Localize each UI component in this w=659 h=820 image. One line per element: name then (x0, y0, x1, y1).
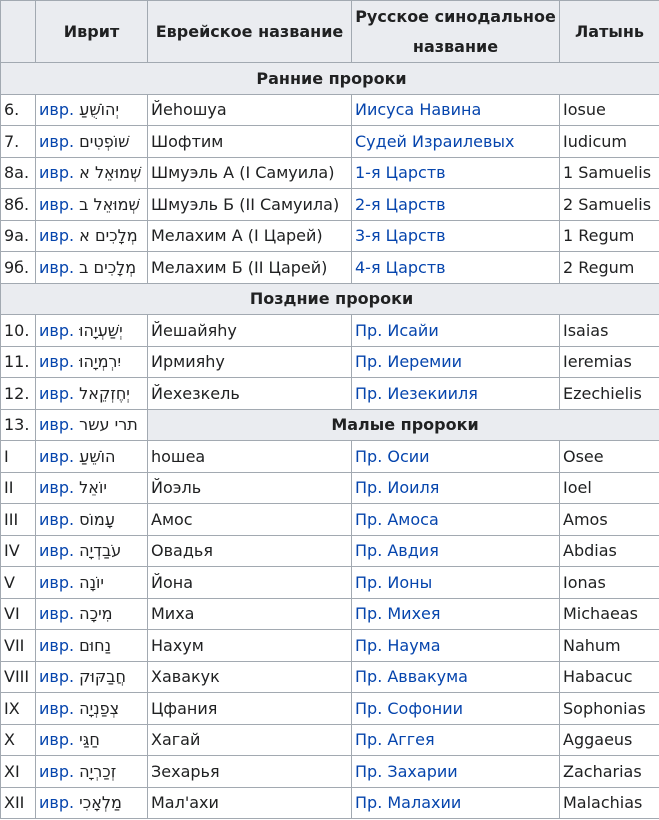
hebrew-text: הוֹשֵׁעַ (79, 446, 116, 466)
russian-name-link[interactable]: Пр. Авдия (355, 541, 439, 561)
hebrew-name: Мелахим Б (II Царей) (148, 252, 352, 284)
russian-name-cell (352, 535, 560, 567)
hebrew-text: עָמוֹס (79, 509, 115, 529)
hebrew-text: זְכַרְיָה (79, 761, 117, 781)
hebrew-cell (36, 252, 148, 284)
hebrew-name: Йоэль (148, 472, 352, 504)
latin-name: Amos (560, 504, 659, 536)
russian-name-link[interactable]: Пр. Аввакума (355, 667, 468, 687)
russian-name-link[interactable]: Пр. Малахии (355, 793, 462, 813)
latin-name: Aggaeus (560, 724, 659, 756)
row-number: 7. (1, 126, 36, 158)
latin-name: Ioel (560, 472, 659, 504)
hebrew-name: Амос (148, 504, 352, 536)
row-number: 12. (1, 378, 36, 410)
latin-name: Abdias (560, 535, 659, 567)
hebrew-cell (36, 441, 148, 473)
hebrew-text: שְׁמוּאֵל ב (79, 194, 140, 214)
hebrew-text: חַגַּי (79, 730, 100, 750)
russian-name-link[interactable]: Пр. Михея (355, 604, 441, 624)
row-number: 9б. (1, 252, 36, 284)
table-row (1, 378, 659, 410)
russian-name-cell (352, 567, 560, 599)
lang-link[interactable]: ивр. (39, 320, 75, 340)
hebrew-cell (36, 598, 148, 630)
russian-name-link[interactable]: Судей Израилевых (355, 131, 515, 151)
header-num (1, 1, 36, 63)
hebrew-name: Йехезкель (148, 378, 352, 410)
russian-name-link[interactable]: Пр. Иоиля (355, 478, 440, 498)
hebrew-name: Овадья (148, 535, 352, 567)
hebrew-cell (36, 724, 148, 756)
latin-name: Ieremias (560, 346, 659, 378)
hebrew-text: יְשַׁעְיָהוּ (79, 320, 123, 340)
hebrew-cell (36, 157, 148, 189)
hebrew-cell (36, 126, 148, 158)
table-row (1, 661, 659, 693)
hebrew-cell (36, 472, 148, 504)
lang-link[interactable]: ивр. (39, 793, 75, 813)
hebrew-cell (36, 346, 148, 378)
russian-name-cell (352, 94, 560, 126)
section-late-title: Поздние пророки (1, 283, 659, 315)
hebrew-name: Мелахим А (I Царей) (148, 220, 352, 252)
row-number: VIII (1, 661, 36, 693)
russian-name-link[interactable]: Пр. Ионы (355, 572, 433, 592)
russian-name-cell (352, 630, 560, 662)
russian-name-cell (352, 126, 560, 158)
lang-link[interactable]: ивр. (39, 730, 75, 750)
hebrew-text: שְׁמוּאֵל א (79, 163, 142, 183)
latin-name: 1 Samuelis (560, 157, 659, 189)
hebrew-cell (36, 378, 148, 410)
hebrew-name: Ирмияhу (148, 346, 352, 378)
lang-link[interactable]: ивр. (39, 761, 75, 781)
row-number: VI (1, 598, 36, 630)
lang-link[interactable]: ивр. (39, 415, 75, 435)
row-number: 8а. (1, 157, 36, 189)
hebrew-cell (36, 693, 148, 725)
table-row (1, 567, 659, 599)
hebrew-text: יוֹאֵל (79, 478, 107, 498)
row-number: II (1, 472, 36, 504)
hebrew-text: נַחוּם (79, 635, 112, 655)
table-row (1, 346, 659, 378)
hebrew-name: Зехарья (148, 756, 352, 788)
hebrew-cell (36, 756, 148, 788)
russian-name-link[interactable]: Пр. Иеремии (355, 352, 463, 372)
row-number: 13. (1, 409, 36, 441)
table-row (1, 157, 659, 189)
russian-name-cell (352, 693, 560, 725)
russian-name-cell (352, 157, 560, 189)
section-minor-title: Малые пророки (148, 409, 659, 441)
latin-name: Sophonias (560, 693, 659, 725)
latin-name: Habacuc (560, 661, 659, 693)
table-row (1, 630, 659, 662)
latin-name: Ionas (560, 567, 659, 599)
hebrew-name: Нахум (148, 630, 352, 662)
hebrew-name: Шмуэль Б (II Самуила) (148, 189, 352, 221)
hebrew-text: מַלְאָכִי (79, 793, 122, 813)
russian-name-link[interactable]: Пр. Софонии (355, 698, 464, 718)
latin-name: Michaeas (560, 598, 659, 630)
row-number: IV (1, 535, 36, 567)
row-number: VII (1, 630, 36, 662)
hebrew-text: מְלָכִים ב (79, 257, 137, 277)
row-number: 6. (1, 94, 36, 126)
lang-link[interactable]: ивр. (39, 509, 75, 529)
hebrew-cell (36, 567, 148, 599)
hebrew-text: יְחֶזְקֵאל (79, 383, 130, 403)
russian-name-cell (352, 756, 560, 788)
header-russian: Русское синодальное название (352, 1, 560, 63)
table-row (1, 315, 659, 347)
hebrew-cell (36, 94, 148, 126)
russian-name-cell (352, 252, 560, 284)
row-number: 8б. (1, 189, 36, 221)
hebrew-cell (36, 630, 148, 662)
russian-name-cell (352, 220, 560, 252)
hebrew-text: יִרְמְיָהוּ (79, 352, 122, 372)
latin-name: 2 Regum (560, 252, 659, 284)
table-row (1, 252, 659, 284)
table-row (1, 724, 659, 756)
section-early (1, 63, 659, 95)
russian-name-cell (352, 661, 560, 693)
latin-name: Isaias (560, 315, 659, 347)
hebrew-cell (36, 661, 148, 693)
russian-name-cell (352, 346, 560, 378)
table-row (1, 94, 659, 126)
hebrew-name: Цфания (148, 693, 352, 725)
row-number: XII (1, 787, 36, 819)
latin-name: 1 Regum (560, 220, 659, 252)
hebrew-cell (36, 787, 148, 819)
table-row (1, 598, 659, 630)
russian-name-link[interactable]: Иисуса Навина (355, 100, 482, 120)
table-row (1, 441, 659, 473)
latin-name: Osee (560, 441, 659, 473)
hebrew-text: תרי עשר (79, 415, 138, 435)
russian-name-cell (352, 724, 560, 756)
hebrew-name: Миха (148, 598, 352, 630)
row-number: V (1, 567, 36, 599)
table-row (1, 787, 659, 819)
row-number: I (1, 441, 36, 473)
hebrew-text: חֲבַקּוּק (79, 667, 126, 687)
row-number: 9а. (1, 220, 36, 252)
row-number: 10. (1, 315, 36, 347)
lang-link[interactable]: ивр. (39, 446, 75, 466)
table-row (1, 693, 659, 725)
lang-link[interactable]: ивр. (39, 131, 75, 151)
lang-link[interactable]: ивр. (39, 100, 75, 120)
latin-name: Malachias (560, 787, 659, 819)
russian-name-cell (352, 472, 560, 504)
header-hebrew: Иврит (36, 1, 148, 63)
lang-link[interactable]: ивр. (39, 352, 75, 372)
lang-link[interactable]: ивр. (39, 163, 75, 183)
russian-name-link[interactable]: Пр. Аггея (355, 730, 435, 750)
russian-name-link[interactable]: 1-я Царств (355, 163, 446, 183)
row-number: IX (1, 693, 36, 725)
hebrew-cell (36, 220, 148, 252)
russian-name-link[interactable]: 2-я Царств (355, 194, 446, 214)
latin-name: 2 Samuelis (560, 189, 659, 221)
lang-link[interactable]: ивр. (39, 635, 75, 655)
row-number: 11. (1, 346, 36, 378)
section-early-title: Ранние пророки (1, 63, 659, 95)
header-hebrew-name: Еврейское название (148, 1, 352, 63)
hebrew-cell (36, 504, 148, 536)
russian-name-link[interactable]: 4-я Царств (355, 257, 446, 277)
hebrew-cell (36, 535, 148, 567)
hebrew-name: Шмуэль А (I Самуила) (148, 157, 352, 189)
latin-name: Zacharias (560, 756, 659, 788)
lang-link[interactable]: ивр. (39, 572, 75, 592)
header-row (1, 1, 659, 63)
hebrew-text: שׁוֹפְטִים (79, 131, 130, 151)
hebrew-text: עֹבַדְיָה (79, 541, 122, 561)
hebrew-name: Хавакук (148, 661, 352, 693)
table-row (1, 504, 659, 536)
hebrew-text: מְלָכִים א (79, 226, 138, 246)
hebrew-cell (36, 189, 148, 221)
hebrew-cell (36, 315, 148, 347)
russian-name-cell (352, 598, 560, 630)
lang-link[interactable]: ивр. (39, 226, 75, 246)
russian-name-cell (352, 378, 560, 410)
russian-name-cell (352, 315, 560, 347)
table-row (1, 126, 659, 158)
latin-name: Iudicum (560, 126, 659, 158)
hebrew-name: Шофтим (148, 126, 352, 158)
russian-name-cell (352, 504, 560, 536)
lang-link[interactable]: ивр. (39, 383, 75, 403)
russian-name-link[interactable]: 3-я Царств (355, 226, 446, 246)
row-number: X (1, 724, 36, 756)
russian-name-link[interactable]: Пр. Захарии (355, 761, 458, 781)
hebrew-text: מִיכָה (79, 604, 113, 624)
table-row (1, 472, 659, 504)
row-number: XI (1, 756, 36, 788)
latin-name: Nahum (560, 630, 659, 662)
hebrew-name: Йеhошуа (148, 94, 352, 126)
lang-link[interactable]: ивр. (39, 257, 75, 277)
table-row (1, 756, 659, 788)
latin-name: Iosue (560, 94, 659, 126)
russian-name-cell (352, 441, 560, 473)
lang-link[interactable]: ивр. (39, 604, 75, 624)
hebrew-name: Хагай (148, 724, 352, 756)
minor-prophets-row (1, 409, 659, 441)
header-latin: Латынь (560, 1, 659, 63)
russian-name-link[interactable]: Пр. Иезекииля (355, 383, 478, 403)
russian-name-link[interactable]: Пр. Исайи (355, 320, 439, 340)
latin-name: Ezechielis (560, 378, 659, 410)
lang-link[interactable]: ивр. (39, 478, 75, 498)
hebrew-name: Мал'ахи (148, 787, 352, 819)
hebrew-name: Йешайяhу (148, 315, 352, 347)
hebrew-text: יוֹנָה (79, 572, 104, 592)
hebrew-name: hошеа (148, 441, 352, 473)
hebrew-text: יְהוֹשֻׁעַ (79, 100, 120, 120)
table-row (1, 535, 659, 567)
hebrew-cell (36, 409, 148, 441)
table-row (1, 220, 659, 252)
lang-link[interactable]: ивр. (39, 667, 75, 687)
russian-name-link[interactable]: Пр. Наума (355, 635, 441, 655)
russian-name-link[interactable]: Пр. Амоса (355, 509, 439, 529)
section-late (1, 283, 659, 315)
hebrew-name: Йона (148, 567, 352, 599)
russian-name-cell (352, 189, 560, 221)
lang-link[interactable]: ивр. (39, 541, 75, 561)
hebrew-text: צְפַנְיָה (79, 698, 120, 718)
russian-name-link[interactable]: Пр. Осии (355, 446, 430, 466)
lang-link[interactable]: ивр. (39, 194, 75, 214)
lang-link[interactable]: ивр. (39, 698, 75, 718)
row-number: III (1, 504, 36, 536)
table-body (1, 63, 659, 819)
russian-name-cell (352, 787, 560, 819)
table-row (1, 189, 659, 221)
